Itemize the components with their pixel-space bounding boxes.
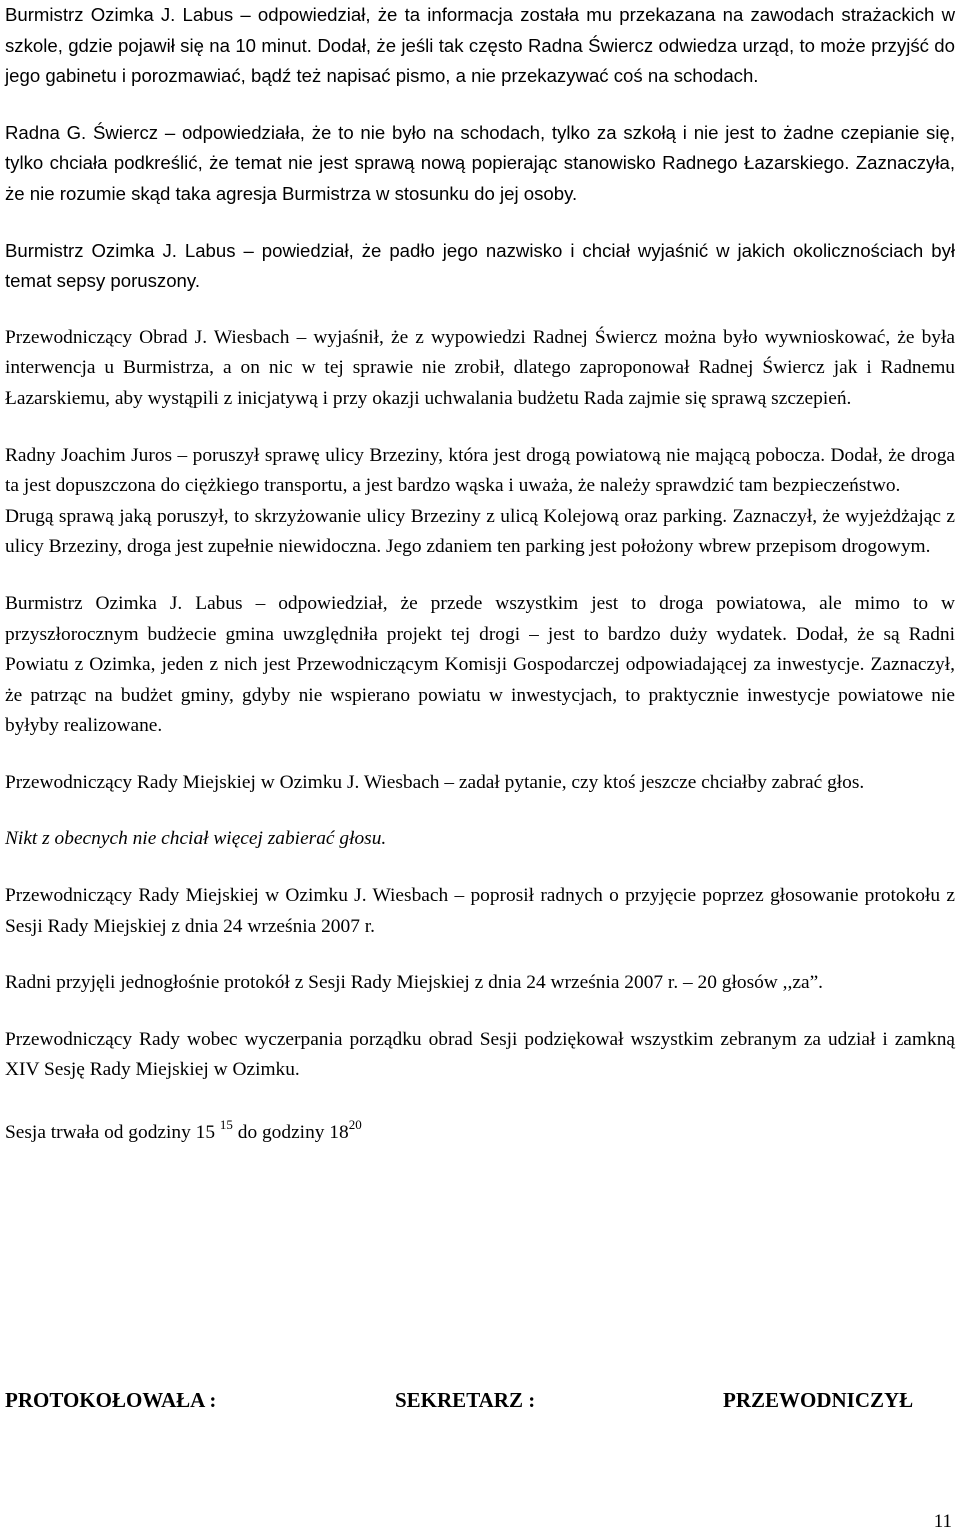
paragraph-session-closing: Przewodniczący Rady wobec wyczerpania porządku obrad Sesji podziękował wszystkim zebranym za udział i zamkną XIV Sesję Rady Miejskiej w Ozimku. xyxy=(5,1028,955,1081)
paragraph-vote-result: Radni przyjęli jednogłośnie protokół z Sesji Rady Miejskiej z dnia 24 września 2007 r. – 20 głosów ,,za”. xyxy=(5,972,824,994)
signature-recorder-label: PROTOKOŁOWAŁA : xyxy=(5,1388,217,1412)
page-number: 11 xyxy=(933,1511,952,1532)
signature-secretary-label: SEKRETARZ : xyxy=(395,1388,536,1412)
paragraph-no-further-speakers: Nikt z obecnych nie chciał więcej zabierać głosu. xyxy=(5,828,387,850)
session-end-minutes: 20 xyxy=(348,1116,362,1132)
session-duration xyxy=(5,1118,955,1149)
session-duration-middle: do godziny 18 xyxy=(237,1122,349,1144)
document-page xyxy=(5,0,955,1149)
session-duration-prefix: Sesja trwała od godziny 15 xyxy=(5,1122,216,1144)
paragraph-przewodniczacy-obrad: Przewodniczący Obrad J. Wiesbach – wyjaśnił, że z wypowiedzi Radnej Świercz można było wywnioskować, że była interwencja u Burmistrza, a on nic w tej sprawie nie zrobił, dlatego zaproponował Radnej Świercz jak i Radnemu Łazarskiemu, aby wystąpili z inicjatywą i przy okazji uchwalania budżetu Rada zajmie się sprawą szczepień. xyxy=(5,326,955,409)
paragraph-juros-second-matter: Drugą sprawą jaką poruszył, to skrzyżowanie ulicy Brzeziny z ulicą Kolejową oraz parking. Zaznaczył, że wyjeżdżając z ulicy Brzeziny, droga jest zupełnie niewidoczna. Jego zdaniem ten parking jest położony wbrew przepisom drogowym. xyxy=(5,505,955,558)
paragraph-burmistrz-reply-2: Burmistrz Ozimka J. Labus – powiedział, że padło jego nazwisko i chciał wyjaśnić w jakich okolicznościach był temat sepsy poruszony. xyxy=(5,239,955,292)
paragraph-burmistrz-reply-1: Burmistrz Ozimka J. Labus – odpowiedział, że ta informacja została mu przekazana na zawodach strażackich w szkole, gdzie pojawił się na 10 minut. Dodał, że jeśli tak często Radna Świercz odwiedza urząd, to może przyjść do jego gabinetu i porozmawiać, bądź też napisać pismo, a nie przekazywać coś na schodach. xyxy=(5,4,955,87)
paragraph-vote-request: Przewodniczący Rady Miejskiej w Ozimku J. Wiesbach – poprosił radnych o przyjęcie poprzez głosowanie protokołu z Sesji Rady Miejskiej z dnia 24 września 2007 r. xyxy=(5,885,955,937)
paragraph-radny-juros: Radny Joachim Juros – poruszył sprawę ulicy Brzeziny, która jest drogą powiatową nie mającą pobocza. Dodał, że droga ta jest dopuszczona do ciężkiego transportu, a jest bardzo wąska i uważa, że należy sprawdzić tam bezpieczeństwo. xyxy=(5,444,955,497)
session-start-minutes: 15 xyxy=(219,1116,233,1132)
paragraph-radna-swiercz: Radna G. Świercz – odpowiedziała, że to nie było na schodach, tylko za szkołą i nie jest to żadne czepianie się, tylko chciała podkreślić, że temat nie jest sprawą nową popierając stanowisko Radnego Łazarskiego. Zaznaczyła, że nie rozumie skąd taka agresja Burmistrza w stosunku do jej osoby. xyxy=(5,121,955,204)
paragraph-chairman-question: Przewodniczący Rady Miejskiej w Ozimku J. Wiesbach – zadał pytanie, czy ktoś jeszcze chciałby zabrać głos. xyxy=(5,771,865,793)
signature-chairman-label: PRZEWODNICZYŁ xyxy=(723,1388,914,1412)
paragraph-burmistrz-reply-3: Burmistrz Ozimka J. Labus – odpowiedział, że przede wszystkim jest to droga powiatowa, ale mimo to w przyszłorocznym budżecie gmina uwzględniła projekt tej drogi – jest to bardzo duży wydatek. Dodał, że są Radni Powiatu z Ozimka, jeden z nich jest Przewodniczącym Komisji Gospodarczej odpowiadającej za inwestycje. Zaznaczył, że patrząc na budżet gminy, gdyby nie wspierano powiatu w inwestycjach, to praktycznie inwestycje powiatowe nie byłyby realizowane. xyxy=(5,592,955,737)
